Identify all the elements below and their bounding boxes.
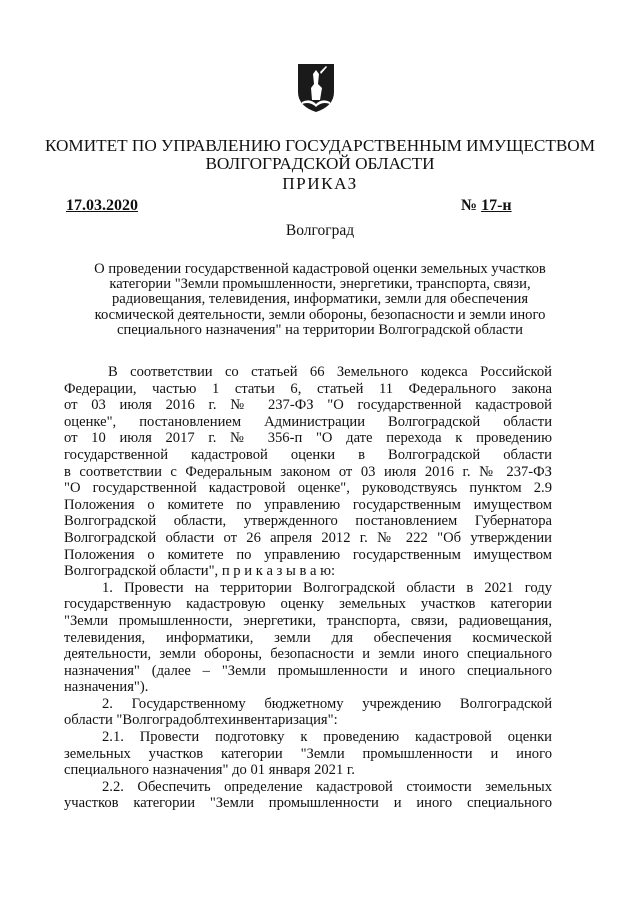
body-line: Положения о комитете по управлению государственным имуществом	[64, 496, 552, 513]
body-line: назначения" (далее – "Земли промышленности и иного специального	[64, 662, 552, 679]
body-line: 2.1. Провести подготовку к проведению кадастровой оценки	[102, 729, 552, 746]
subject-line: специального назначения" на территории Волгоградской области	[117, 321, 523, 338]
order-number-label: №	[461, 197, 478, 214]
order-date: 17.03.2020	[66, 197, 138, 214]
subject-line: радиовещания, телевидения, информатики, земли для обеспечения	[111, 291, 529, 308]
body-line: 1. Провести на территории Волгоградской области в 2021 году	[102, 579, 552, 596]
body-line: Волгоградской области, утвержденного постановлением Губернатора	[64, 513, 552, 530]
body-line: Волгоградской области от 26 апреля 2012 г. № 222 "Об утверждении	[64, 529, 552, 546]
order-number	[461, 197, 512, 215]
subject-line: О проведении государственной кадастровой оценки земельных участков	[94, 261, 546, 277]
body-line: Положения о комитете по управлению государственным имуществом	[64, 546, 552, 563]
body-line: участков категории "Земли промышленности и иного специального	[64, 795, 552, 812]
volgograd-coat-of-arms-icon	[296, 62, 336, 114]
document-type: ПРИКАЗ	[282, 174, 358, 193]
organization-name-line2: ВОЛГОГРАДСКОЙ ОБЛАСТИ	[205, 154, 435, 173]
body-line: земельных участков категории "Земли промышленности и иного	[64, 745, 552, 762]
body-line: от 10 июля 2017 г. № 356-п "О дате перехода к проведению	[64, 430, 552, 447]
body-line: телевидения, информатики, земли для обеспечения космической	[64, 629, 552, 646]
body-line: Волгоградской области", п р и к а з ы в а ю:	[64, 563, 336, 580]
body-line: "Земли промышленности, энергетики, транспорта, связи, радиовещания,	[64, 612, 552, 629]
subject-line: космической деятельности, земли обороны, безопасности и земли иного	[94, 306, 546, 323]
body-line: государственную кадастровую оценку земельных участков категории	[64, 596, 552, 613]
organization-name-line1: КОМИТЕТ ПО УПРАВЛЕНИЮ ГОСУДАРСТВЕННЫМ ИМУЩЕСТВОМ	[44, 136, 595, 155]
body-line: в соответствии с Федеральным законом от 03 июля 2016 г. № 237-ФЗ	[64, 463, 552, 480]
body-line: оценке", постановлением Администрации Волгоградской области	[64, 413, 552, 430]
body-line: специального назначения" до 01 января 2021 г.	[64, 762, 355, 779]
body-line: 2. Государственному бюджетному учреждению Волгоградской	[102, 695, 552, 712]
body-line: назначения").	[64, 679, 149, 696]
city-name: Волгоград	[285, 222, 355, 239]
body-line: "О государственной кадастровой оценке", руководствуясь пунктом 2.9	[64, 480, 552, 497]
body-line: государственной кадастровой оценки в Волгоградской области	[64, 446, 552, 463]
body-line: 2.2. Обеспечить определение кадастровой стоимости земельных	[102, 778, 552, 795]
order-body	[64, 364, 552, 812]
body-line: Федерации, частью 1 статьи 6, статьей 11 Федерального закона	[64, 380, 552, 397]
body-line: деятельности, земли обороны, безопасности и земли иного специального	[64, 646, 552, 663]
subject-line: категории "Земли промышленности, энергетики, транспорта, связи,	[109, 276, 531, 293]
order-subject	[70, 262, 570, 338]
order-number-value: 17-н	[481, 197, 512, 214]
body-line: области "Волгоградоблтехинвентаризация":	[64, 712, 338, 729]
body-line: В соответствии со статьей 66 Земельного кодекса Российской	[108, 364, 552, 380]
body-line: от 03 июля 2016 г. № 237-ФЗ "О государственной кадастровой	[64, 397, 552, 414]
